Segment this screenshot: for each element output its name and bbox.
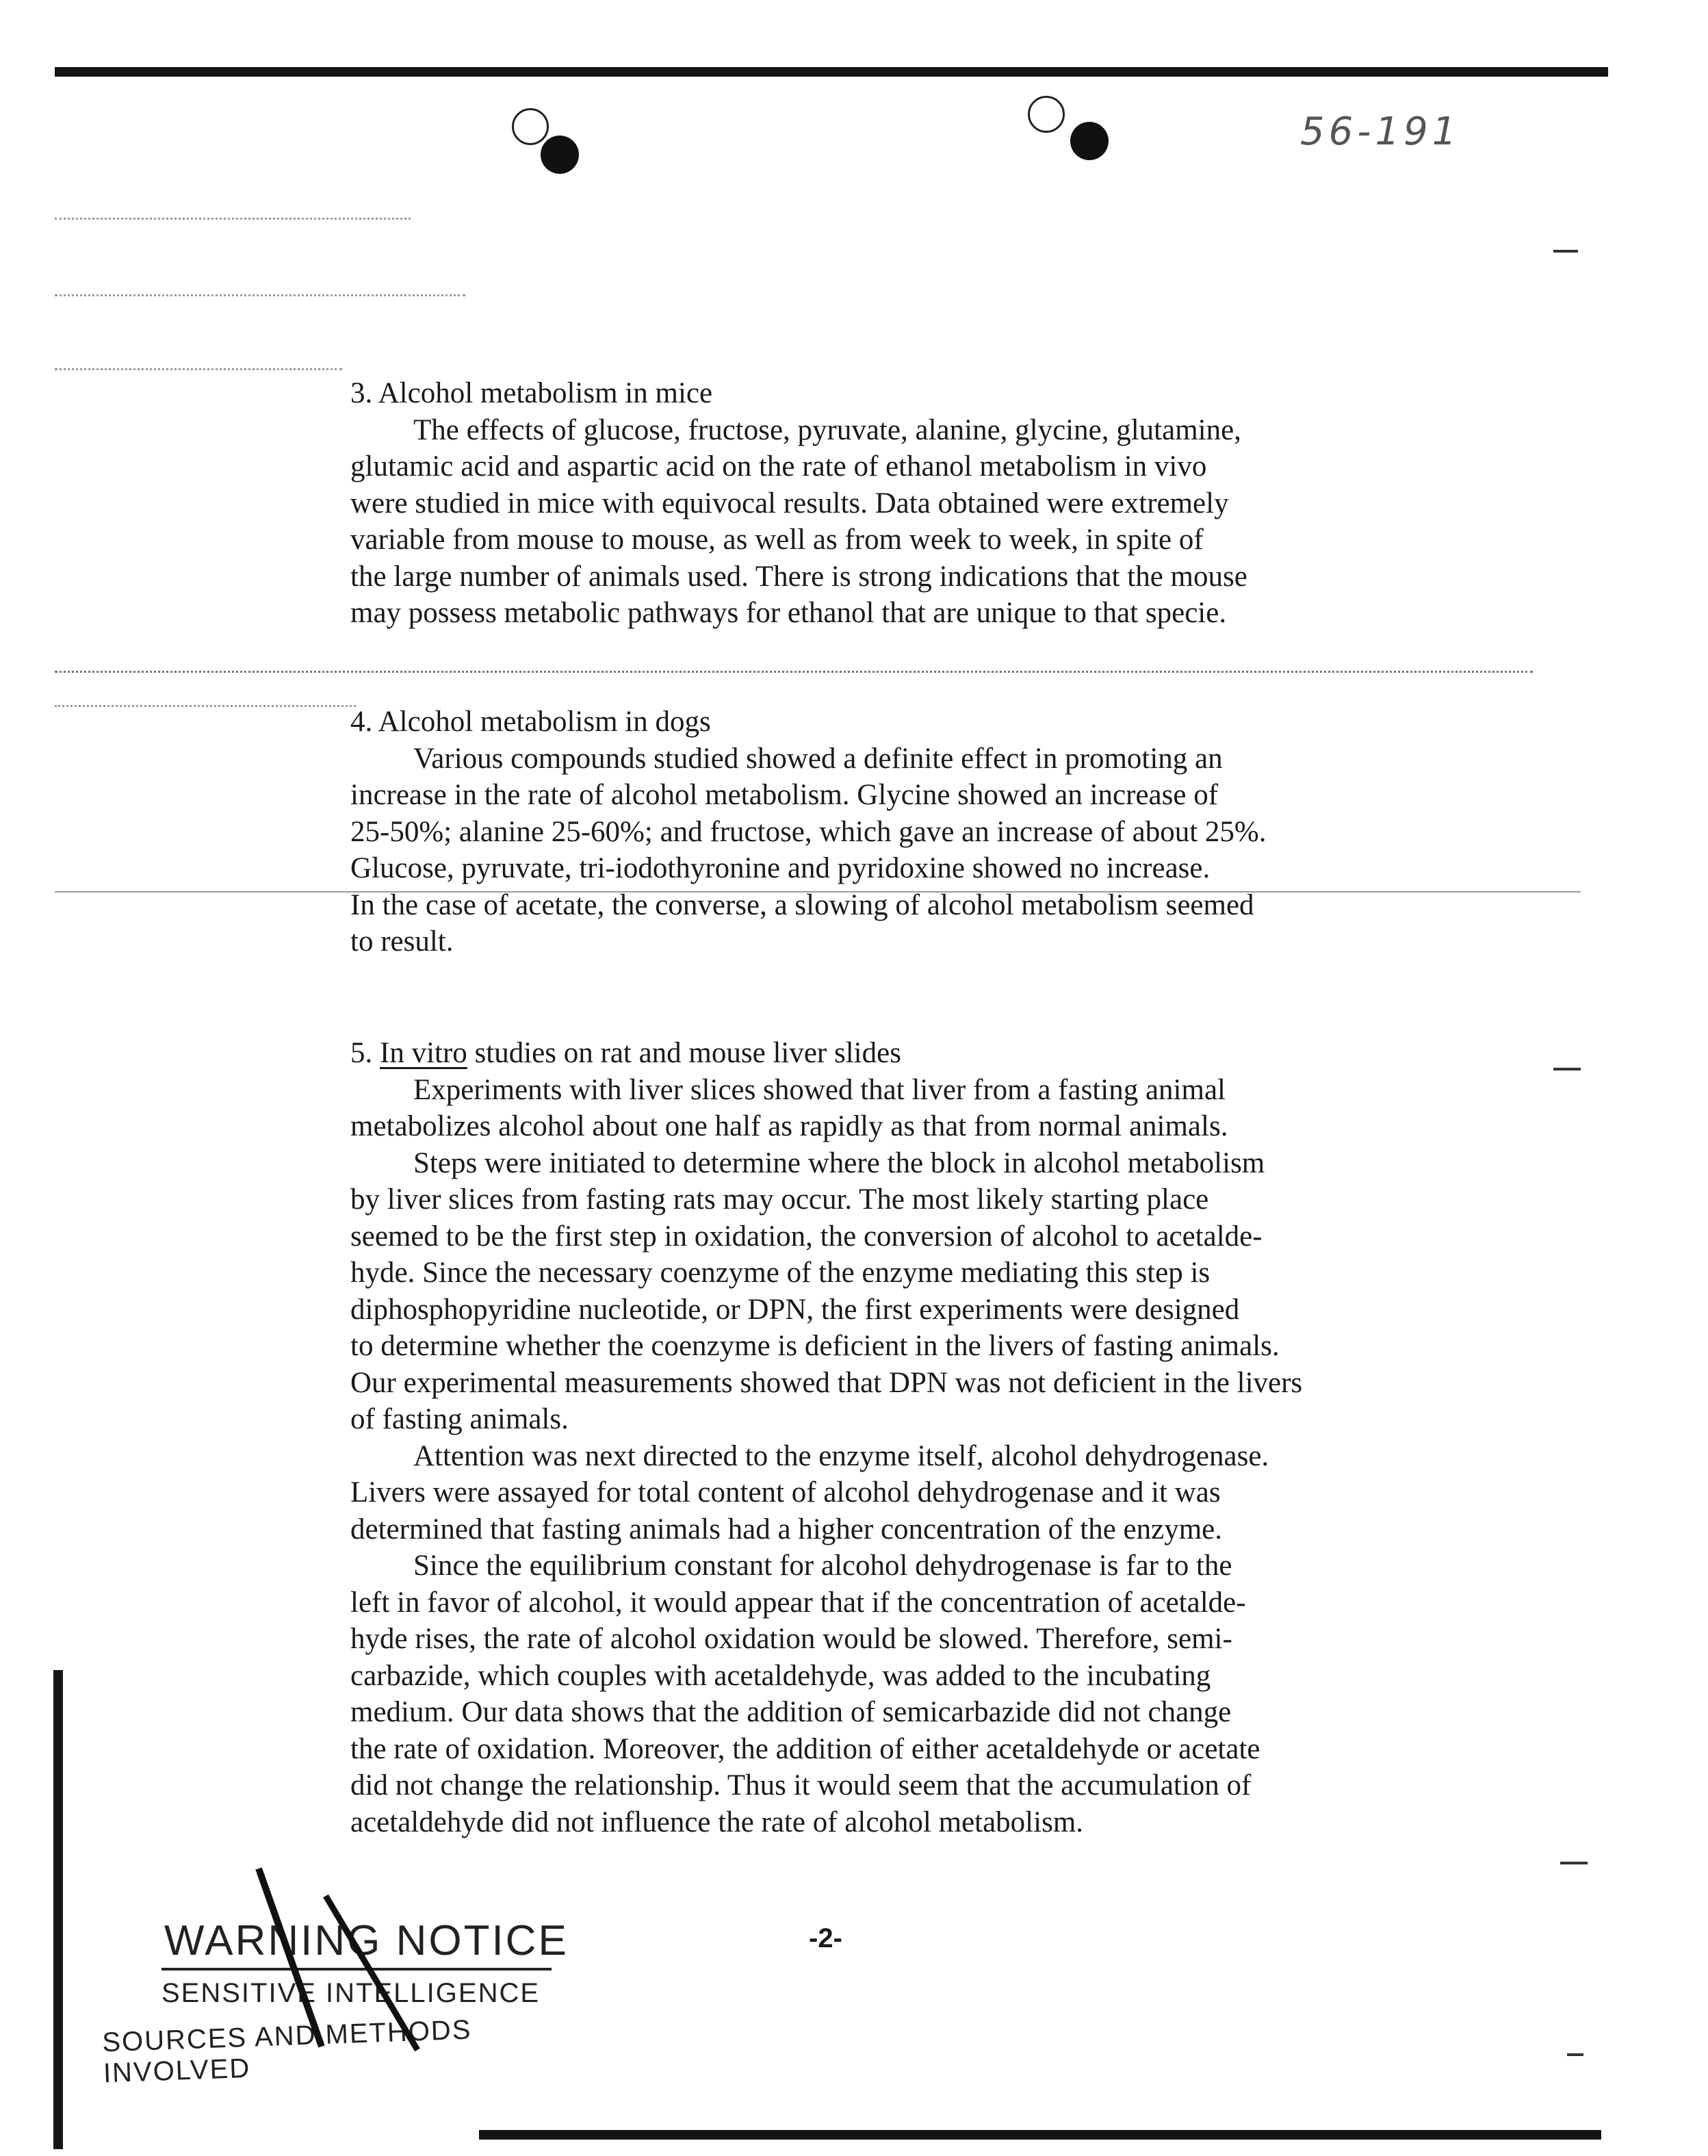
text-line: variable from mouse to mouse, as well as from week to week, in spite of xyxy=(350,524,1204,556)
text-line: determined that fasting animals had a higher concentration of the enzyme. xyxy=(350,1513,1223,1545)
section-heading-rest: studies on rat and mouse liver slides xyxy=(474,1037,901,1069)
punch-hole xyxy=(1070,122,1109,160)
text-line: Since the equilibrium constant for alcohol dehydrogenase is far to the xyxy=(413,1550,1232,1582)
text-line: left in favor of alcohol, it would appear that if the concentration of acetalde- xyxy=(350,1586,1246,1619)
punch-hole-outline xyxy=(512,108,549,145)
section-in-vitro xyxy=(350,1035,1514,1840)
text-line: Experiments with liver slices showed that liver from a fasting animal xyxy=(413,1073,1226,1106)
file-number: 56-191 xyxy=(1300,110,1461,154)
text-line: medium. Our data shows that the addition of semicarbazide did not change xyxy=(350,1696,1232,1728)
scan-artifact xyxy=(55,218,411,220)
section-mice xyxy=(350,375,1514,632)
text-line: 25-50%; alanine 25-60%; and fructose, which gave an increase of about 25%. xyxy=(350,815,1267,848)
text-line: hyde rises, the rate of alcohol oxidation would be slowed. Therefore, semi- xyxy=(350,1623,1232,1655)
margin-mark xyxy=(1553,250,1578,253)
page-number: -2- xyxy=(809,1923,842,1953)
text-line: hyde. Since the necessary coenzyme of the enzyme mediating this step is xyxy=(350,1257,1211,1289)
scan-artifact xyxy=(55,705,356,707)
text-line: seemed to be the first step in oxidation, the conversion of alcohol to acetalde- xyxy=(350,1220,1263,1253)
stamp-warning-notice: WARNING NOTICE xyxy=(164,1917,569,1964)
stamp-sensitive-intelligence: SENSITIVE INTELLIGENCE xyxy=(161,1978,541,2008)
warning-stamp xyxy=(96,1848,588,2089)
section-heading: 3. Alcohol metabolism in mice xyxy=(350,377,713,409)
text-line: Our experimental measurements showed that DPN was not deficient in the livers xyxy=(350,1366,1303,1399)
text-line: increase in the rate of alcohol metabolism. Glycine showed an increase of xyxy=(350,779,1219,811)
text-line: glutamic acid and aspartic acid on the rate of ethanol metabolism in vivo xyxy=(350,450,1207,483)
text-line: The effects of glucose, fructose, pyruvate, alanine, glycine, glutamine, xyxy=(413,413,1241,446)
text-line: were studied in mice with equivocal results. Data obtained were extremely xyxy=(350,487,1229,519)
text-line: to result. xyxy=(350,925,454,958)
text-line: In the case of acetate, the converse, a slowing of alcohol metabolism seemed xyxy=(350,888,1254,921)
scan-artifact xyxy=(55,671,1533,673)
section-heading-italic-term: In vitro xyxy=(380,1037,467,1069)
punch-hole-outline xyxy=(1028,96,1065,133)
text-line: carbazide, which couples with acetaldehyde, was added to the incubating xyxy=(350,1659,1211,1692)
text-line: the large number of animals used. There is strong indications that the mouse xyxy=(350,560,1247,593)
text-line: did not change the relationship. Thus it would seem that the accumulation of xyxy=(350,1769,1252,1801)
text-line: of fasting animals. xyxy=(350,1403,569,1435)
scan-border-top xyxy=(55,67,1608,77)
text-line: acetaldehyde did not influence the rate of alcohol metabolism. xyxy=(350,1806,1084,1838)
scan-artifact xyxy=(55,368,342,370)
text-line: may possess metabolic pathways for ethanol that are unique to that specie. xyxy=(350,597,1227,629)
section-dogs xyxy=(350,704,1514,960)
scan-border-left xyxy=(53,1670,63,2149)
margin-mark xyxy=(1567,2053,1583,2056)
stamp-cross-out-icon xyxy=(96,1848,588,2053)
text-line: the rate of oxidation. Moreover, the addition of either acetaldehyde or acetate xyxy=(350,1732,1260,1765)
text-line: Attention was next directed to the enzyme itself, alcohol dehydrogenase. xyxy=(413,1439,1269,1472)
section-number: 5. xyxy=(350,1037,373,1069)
section-heading: 4. Alcohol metabolism in dogs xyxy=(350,706,711,738)
text-line: Livers were assayed for total content of alcohol dehydrogenase and it was xyxy=(350,1476,1221,1509)
margin-mark xyxy=(1553,1068,1581,1070)
text-line: to determine whether the coenzyme is deficient in the livers of fasting animals. xyxy=(350,1330,1280,1362)
text-line: Steps were initiated to determine where the block in alcohol metabolism xyxy=(413,1146,1265,1179)
text-line: metabolizes alcohol about one half as rapidly as that from normal animals. xyxy=(350,1110,1228,1142)
text-line: Various compounds studied showed a definite effect in promoting an xyxy=(413,742,1223,775)
stamp-sources-methods: SOURCES AND METHODS INVOLVED xyxy=(101,2014,473,2089)
text-line: diphosphopyridine nucleotide, or DPN, the first experiments were designed xyxy=(350,1293,1240,1326)
scan-border-bottom xyxy=(479,2130,1601,2140)
text-line: Glucose, pyruvate, tri-iodothyronine and pyridoxine showed no increase. xyxy=(350,852,1211,884)
scan-artifact xyxy=(55,294,465,296)
margin-mark xyxy=(1560,1862,1588,1864)
punch-hole xyxy=(541,136,579,174)
section-heading xyxy=(350,1035,1514,1072)
text-line: by liver slices from fasting rats may occur. The most likely starting place xyxy=(350,1183,1209,1216)
